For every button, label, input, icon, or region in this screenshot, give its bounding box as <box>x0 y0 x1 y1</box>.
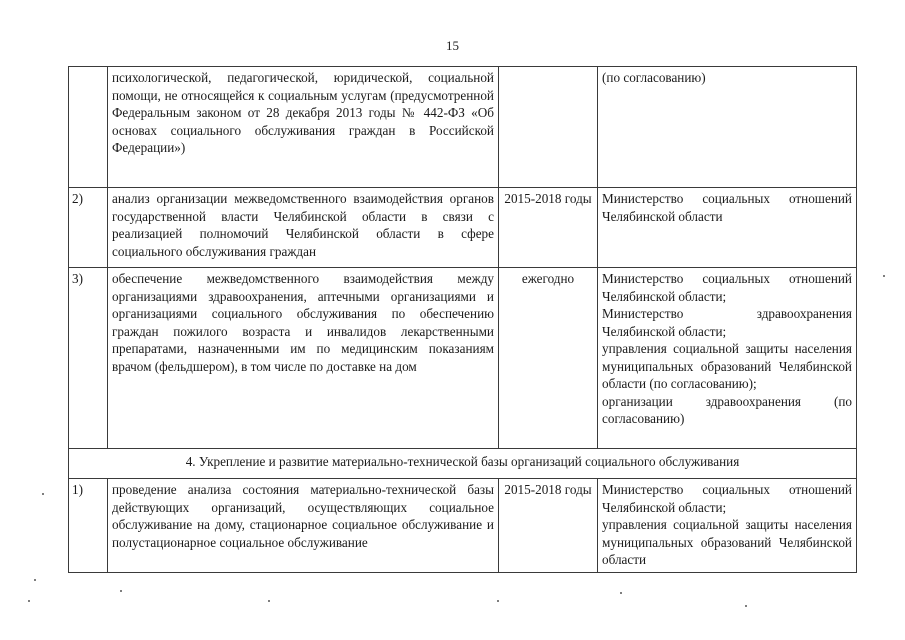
scan-speck <box>120 590 122 592</box>
responsible-line: Министерство здравоохранения Челябинской области; <box>602 306 852 339</box>
row-description: психологической, педагогической, юридической, социальной помощи, не относящейся к социальным услугам (предусмотренной Федеральным законом от 28 декабря 2013 годы № 442-ФЗ «Об основах социального обслуживания граждан в Российской Федерации») <box>108 67 499 188</box>
row-description: обеспечение межведомственного взаимодействия между организациями здравоохранения, аптечными организациями и организациями социального обслуживания по обеспечению граждан пожилого возраста и инвалидов лекарственными препаратами, назначенными им по медицинским показаниям врачом (фельдшером), в том числе по доставке на дом <box>108 268 499 449</box>
scan-speck <box>620 592 622 594</box>
row-description: анализ организации межведомственного взаимодействия органов государственной власти Челябинской области в связи с реализацией полномочий Челябинской области в сфере социального обслуживания граждан <box>108 188 499 268</box>
section-header-row <box>69 449 857 479</box>
row-description: проведение анализа состояния материально-технической базы действующих организаций, осуществляющих социальное обслуживание на дому, стационарное социальное обслуживание и полустационарное социальное обслуживание <box>108 479 499 573</box>
section-title: 4. Укрепление и развитие материально-технической базы организаций социального обслуживания <box>69 449 857 479</box>
row-responsible <box>598 188 857 268</box>
scan-speck <box>497 600 499 602</box>
row-number: 3) <box>69 268 108 449</box>
responsible-line: организации здравоохранения (по согласованию) <box>602 393 852 426</box>
row-term: 2015-2018 годы <box>499 479 598 573</box>
responsible-line: Министерство социальных отношений Челябинской области; <box>602 271 852 304</box>
table-row <box>69 479 857 573</box>
scan-speck <box>883 275 885 277</box>
table-row <box>69 188 857 268</box>
plan-table <box>68 66 857 573</box>
table-row <box>69 67 857 188</box>
row-responsible <box>598 268 857 449</box>
responsible-line: управления социальной защиты населения муниципальных образований Челябинской области <box>602 517 852 567</box>
row-term: ежегодно <box>499 268 598 449</box>
row-term: 2015-2018 годы <box>499 188 598 268</box>
scan-speck <box>42 493 44 495</box>
row-responsible <box>598 479 857 573</box>
scan-speck <box>745 605 747 607</box>
table-row <box>69 268 857 449</box>
row-number: 1) <box>69 479 108 573</box>
scan-speck <box>28 600 30 602</box>
row-number <box>69 67 108 188</box>
row-number: 2) <box>69 188 108 268</box>
scan-speck <box>268 600 270 602</box>
responsible-line: Министерство социальных отношений Челябинской области <box>602 191 852 224</box>
row-term <box>499 67 598 188</box>
responsible-line: управления социальной защиты населения муниципальных образований Челябинской области (по согласованию); <box>602 341 852 391</box>
scan-speck <box>34 579 36 581</box>
responsible-line: (по согласованию) <box>602 70 706 85</box>
page-number: 15 <box>446 38 459 53</box>
row-responsible <box>598 67 857 188</box>
responsible-line: Министерство социальных отношений Челябинской области; <box>602 482 852 515</box>
